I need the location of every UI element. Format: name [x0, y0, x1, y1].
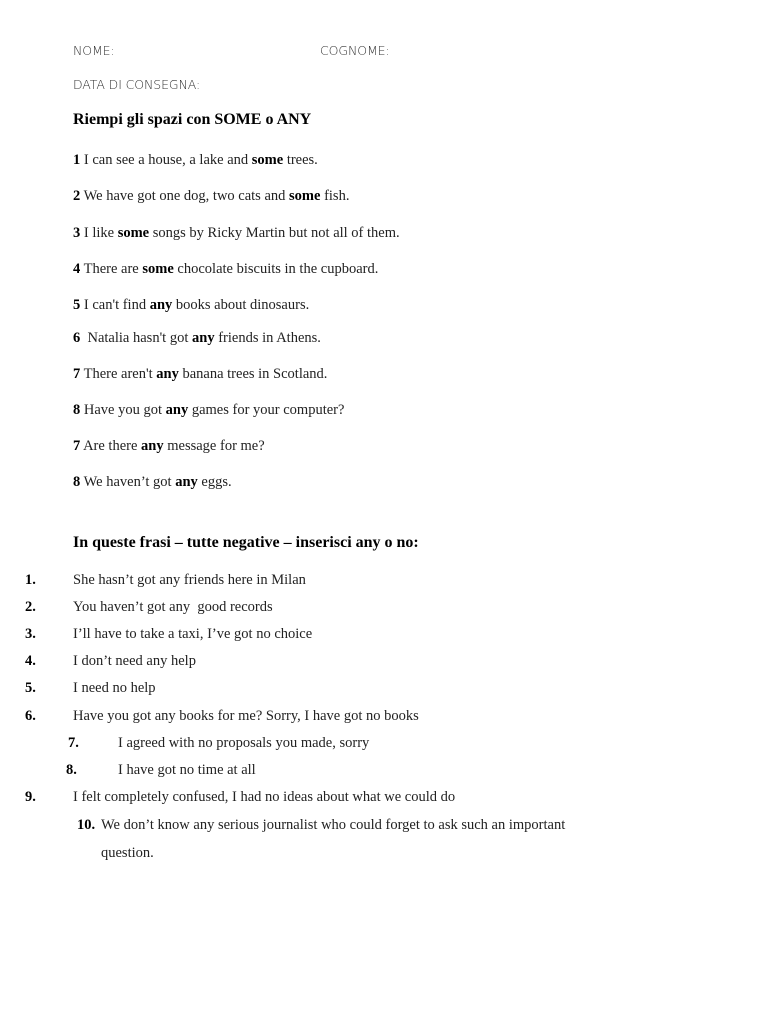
item-number: 2 — [73, 188, 81, 204]
item-answer: some — [142, 261, 174, 277]
list-item: You haven’t got any good records — [73, 599, 273, 615]
item-text-before: Have you got — [80, 402, 166, 418]
item-text-before: There are — [80, 261, 143, 277]
list-item — [73, 225, 400, 242]
item-number: 6. — [25, 708, 36, 724]
list-item: She hasn’t got any friends here in Milan — [73, 572, 306, 588]
nome-label: NOME: — [73, 43, 115, 58]
item-number: 10. — [77, 817, 96, 833]
list-item: I’ll have to take a taxi, I’ve got no choice — [73, 626, 313, 642]
item-number: 4 — [73, 261, 81, 277]
item-text-before: There aren't — [80, 366, 157, 382]
list-item: I need no help — [73, 680, 156, 696]
item-number: 5 — [73, 297, 81, 313]
item-number: 7 — [73, 366, 81, 382]
item-number: 7 — [73, 438, 81, 454]
item-number: 5. — [25, 680, 36, 696]
list-item — [73, 297, 309, 314]
list-item — [73, 402, 344, 419]
list-item — [73, 330, 321, 347]
section2-title: In queste frasi – tutte negative – inserisci any o no: — [73, 534, 419, 551]
list-item: I agreed with no proposals you made, sorry — [118, 735, 370, 751]
list-item: We don’t know any serious journalist who could forget to ask such an important — [101, 817, 566, 833]
item-number: 3 — [73, 225, 81, 241]
item-text-before: I like — [80, 225, 118, 241]
item-text-before: Natalia hasn't got — [80, 330, 192, 346]
item-text-before: Are there — [80, 438, 142, 454]
list-item: I felt completely confused, I had no ideas about what we could do — [73, 789, 456, 805]
list-item — [73, 438, 265, 455]
item-number: 2. — [25, 599, 36, 615]
item-text-after: trees. — [283, 152, 318, 168]
item-text-before: We have got one dog, two cats and — [80, 188, 290, 204]
item-answer: any — [156, 366, 179, 382]
item-number: 7. — [68, 735, 79, 751]
item-number: 4. — [25, 653, 36, 669]
item-number: 8 — [73, 402, 81, 418]
list-item: Have you got any books for me? Sorry, I have got no books — [73, 708, 419, 724]
item-text-after: books about dinosaurs. — [172, 297, 310, 313]
item-number: 3. — [25, 626, 36, 642]
list-item — [73, 261, 378, 278]
item-text-after: message for me? — [163, 438, 265, 454]
item-answer: any — [192, 330, 215, 346]
list-item: I have got no time at all — [118, 762, 256, 778]
list-item: I don’t need any help — [73, 653, 196, 669]
list-item — [73, 366, 327, 383]
item-answer: some — [251, 152, 284, 168]
item-number: 8 — [73, 474, 81, 490]
section1-title: Riempi gli spazi con SOME o ANY — [73, 111, 312, 128]
item-answer: any — [165, 402, 189, 418]
item-text-after: banana trees in Scotland. — [178, 366, 328, 382]
item-text-before: I can see a house, a lake and — [80, 152, 252, 168]
item-text-after: friends in Athens. — [214, 330, 321, 346]
item-number: 9. — [25, 789, 36, 805]
item-text-before: We haven’t got — [80, 474, 176, 490]
list-item — [73, 188, 349, 205]
item-answer: any — [141, 438, 164, 454]
item-number: 8. — [66, 762, 77, 778]
list-item — [73, 152, 318, 169]
item-number: 1 — [73, 152, 81, 168]
data-consegna-label: DATA DI CONSEGNA: — [73, 77, 201, 92]
item-text-after: fish. — [320, 188, 350, 204]
list-item-continuation: question. — [101, 845, 154, 861]
item-text-after: songs by Ricky Martin but not all of them. — [149, 225, 400, 241]
item-answer: some — [289, 188, 321, 204]
item-number: 6 — [73, 330, 81, 346]
item-text-after: chocolate biscuits in the cupboard. — [173, 261, 379, 277]
item-text-before: I can't find — [80, 297, 150, 313]
item-answer: any — [149, 297, 173, 313]
item-answer: some — [117, 225, 150, 241]
list-item — [73, 474, 232, 491]
item-number: 1. — [25, 572, 36, 588]
item-answer: any — [175, 474, 198, 490]
item-text-after: games for your computer? — [188, 402, 345, 418]
cognome-label: COGNOME: — [320, 43, 390, 58]
item-text-after: eggs. — [197, 474, 232, 490]
